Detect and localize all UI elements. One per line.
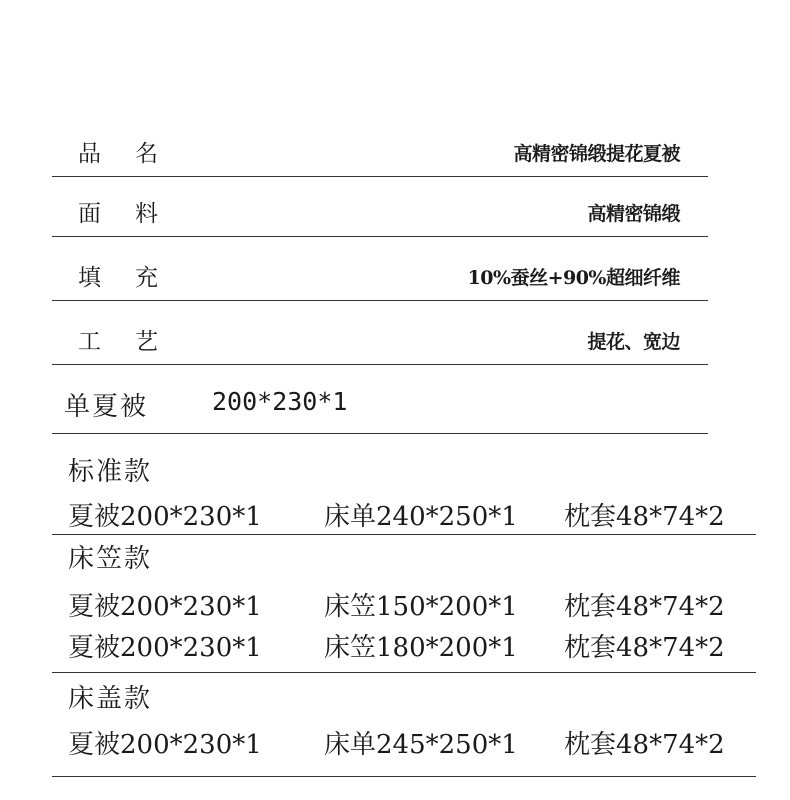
set-item-sheet: 床单245*250*1: [324, 730, 518, 760]
spec-row-filling: [52, 236, 708, 301]
spec-label-char: 充: [135, 265, 158, 291]
spec-label-char: 填: [78, 265, 101, 291]
set-title: 床盖款: [68, 684, 153, 714]
set-bedspread: [52, 674, 756, 777]
single-quilt-row: [52, 366, 708, 434]
set-fitted: [52, 536, 756, 673]
spec-value: 高精密锦缎提花夏被: [513, 143, 680, 165]
set-line: [68, 627, 725, 664]
spec-value: 提花、宽边: [587, 331, 680, 353]
spec-label-char: 艺: [135, 329, 158, 355]
set-title: 标准款: [68, 457, 153, 487]
set-item-quilt: 夏被200*230*1: [68, 592, 262, 622]
set-item-pillowcase: 枕套48*74*2: [564, 730, 725, 760]
set-item-pillowcase: 枕套48*74*2: [564, 592, 725, 622]
set-item-quilt: 夏被200*230*1: [68, 502, 262, 532]
spec-label: [78, 323, 158, 356]
single-quilt-size: 200*230*1: [212, 387, 348, 416]
spec-row-fabric: [52, 176, 708, 237]
spec-value: 高精密锦缎: [587, 203, 680, 225]
set-title: 床笠款: [68, 544, 153, 574]
spec-label-char: 名: [135, 141, 158, 167]
spec-label-char: 料: [135, 201, 158, 227]
set-line: [68, 586, 725, 623]
set-item-fitted-sheet: 床笠180*200*1: [324, 633, 518, 663]
set-item-quilt: 夏被200*230*1: [68, 730, 262, 760]
set-item-sheet: 床单240*250*1: [324, 502, 518, 532]
spec-label-char: 面: [78, 201, 101, 227]
set-item-pillowcase: 枕套48*74*2: [564, 633, 725, 663]
spec-row-name: [52, 116, 708, 177]
spec-value: 10%蚕丝+90%超细纤维: [467, 267, 680, 289]
spec-row-craft: [52, 300, 708, 365]
set-standard: [52, 434, 756, 535]
spec-label: [78, 135, 158, 168]
set-line: [68, 724, 725, 761]
single-quilt-label: 单夏被: [64, 392, 149, 422]
spec-label: [78, 259, 158, 292]
spec-label: [78, 195, 158, 228]
set-item-quilt: 夏被200*230*1: [68, 633, 262, 663]
spec-label-char: 品: [78, 141, 101, 167]
set-item-fitted-sheet: 床笠150*200*1: [324, 592, 518, 622]
spec-label-char: 工: [78, 329, 101, 355]
set-item-pillowcase: 枕套48*74*2: [564, 502, 725, 532]
set-line: [68, 496, 725, 533]
